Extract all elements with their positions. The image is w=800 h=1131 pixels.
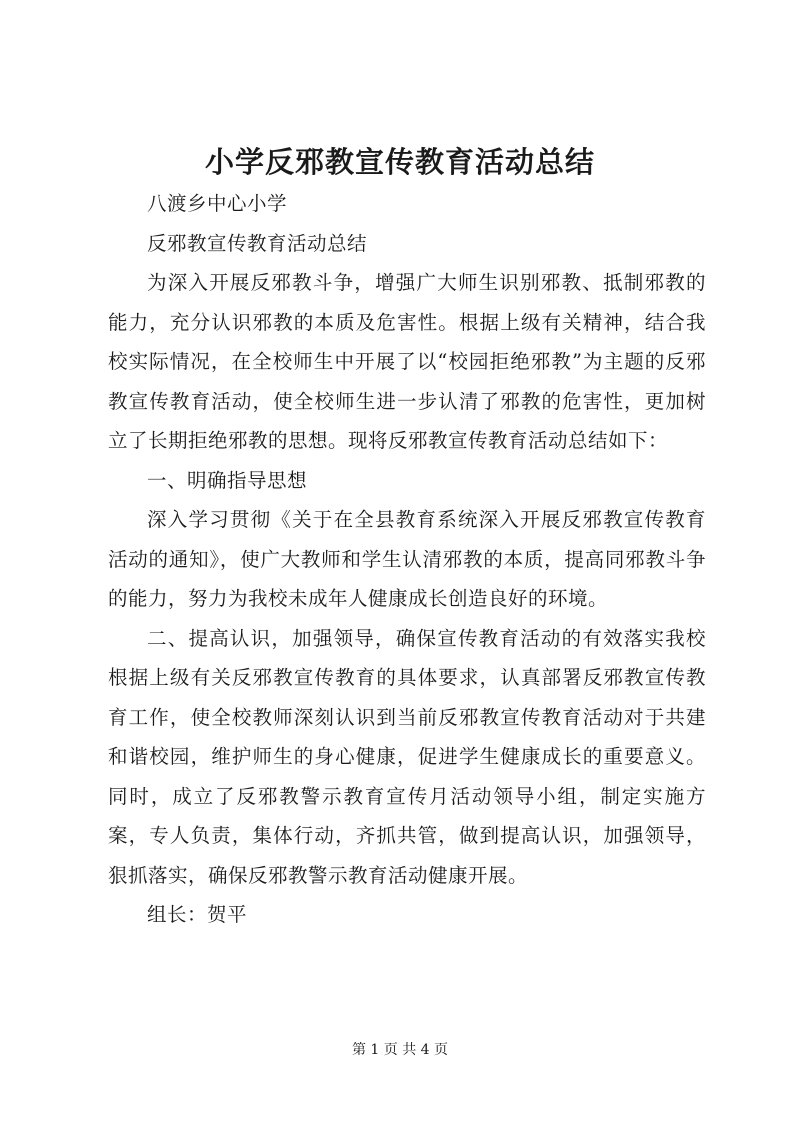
section-heading-1: 一、明确指导思想 xyxy=(147,468,308,492)
page-footer xyxy=(0,1040,800,1060)
page-number-label: 第 1 页 共 4 页 xyxy=(351,1042,449,1058)
section-paragraph-2: 二、提高认识，加强领导，确保宣传教育活动的有效落实我校根据上级有关反邪教宣传教育的具体要求，认真部署反邪教宣传教育工作，使全校教师深刻认识到当前反邪教宣传教育活动对于共建和谐校园，维护师生的身心健康，促进学生健康成长的重要意义。同时，成立了反邪教警示教育宣传月活动领导小组，制定实施方案，专人负责，集体行动，齐抓共管，做到提高认识，加强领导，狠抓落实，确保反邪教警示教育活动健康开展。 xyxy=(108,626,706,887)
subtitle-line: 反邪教宣传教育活动总结 xyxy=(147,231,368,255)
school-name-line: 八渡乡中心小学 xyxy=(147,192,288,215)
section-paragraph-1: 深入学习贯彻《关于在全县教育系统深入开展反邪教宣传教育活动的通知》，使广大教师和学生认清邪教的本质，提高同邪教斗争的能力，努力为我校未成年人健康成长创造良好的环境。 xyxy=(108,508,706,610)
intro-paragraph: 为深入开展反邪教斗争，增强广大师生识别邪教、抵制邪教的能力，充分认识邪教的本质及危害性。根据上级有关精神，结合我校实际情况，在全校师生中开展了以“校园拒绝邪教”为主题的反邪教宣传教育活动，使全校师生进一步认清了邪教的危害性，更加树立了长期拒绝邪教的思想。现将反邪教宣传教育活动总结如下： xyxy=(108,271,706,452)
document-title: 小学反邪教宣传教育活动总结 xyxy=(204,145,595,179)
leader-line: 组长：贺平 xyxy=(147,903,248,926)
document-body xyxy=(108,184,706,935)
